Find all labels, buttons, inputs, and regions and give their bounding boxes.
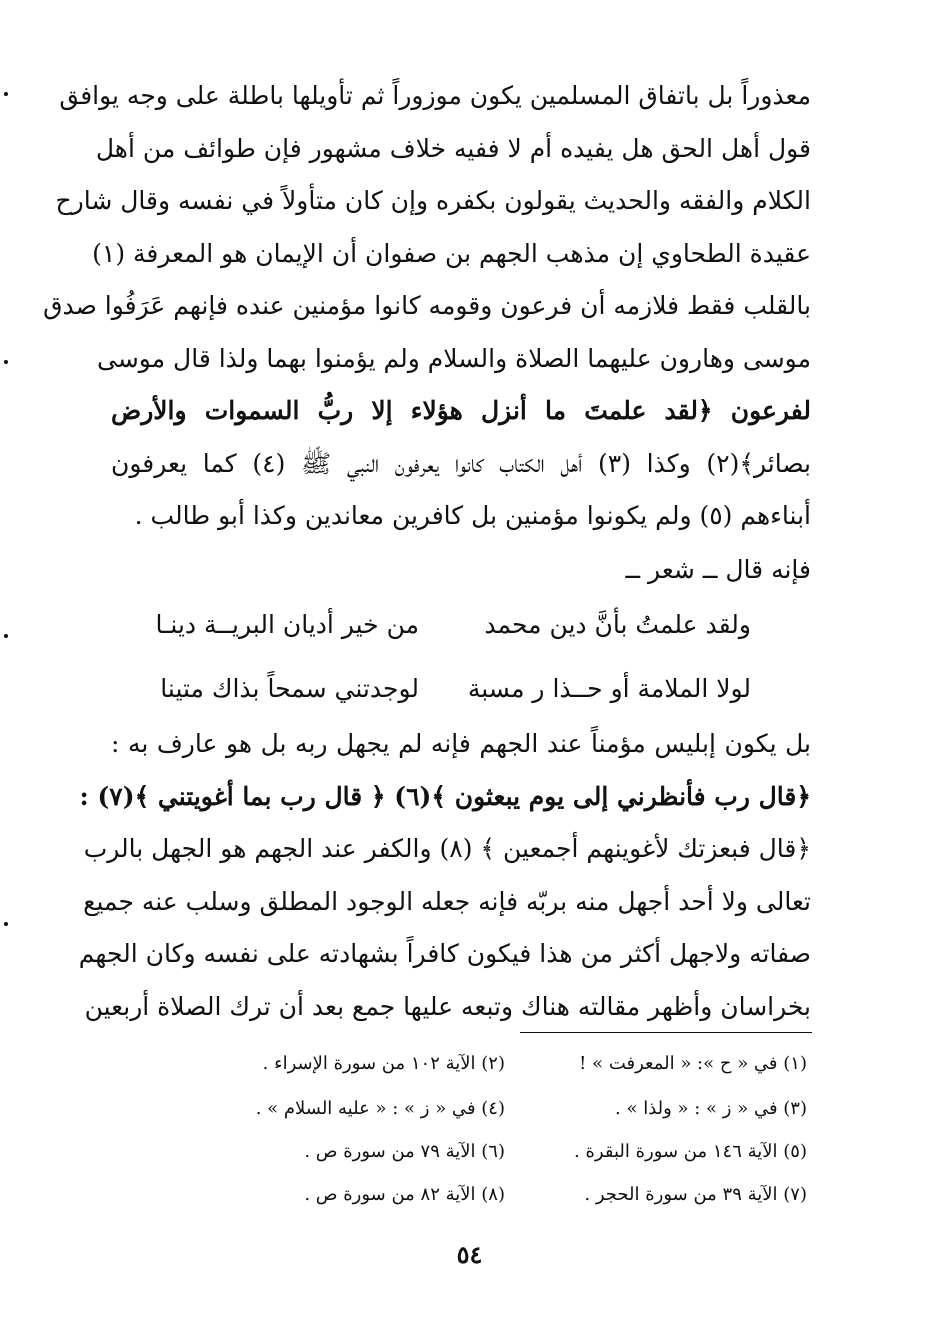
poem-heading: فإنه قال ــ شعر ــ	[625, 555, 811, 584]
text-line: الكلام والفقه والحديث يقولون بكفره وإن كان متأولاً في نفسه وقال شارح	[55, 186, 811, 215]
text-line: موسى وهارون عليهما الصلاة والسلام ولم يؤمنوا بهما ولذا قال موسى	[97, 343, 811, 373]
text-line: أبناءهم (٥) ولم يكونوا مؤمنين بل كافرين معاندين وكذا أبو طالب .	[134, 501, 811, 530]
text-line: ﴿قال فبعزتك لأغوينهم أجمعين ﴾ (٨) والكفر عند الجهم هو الجهل بالرب	[83, 834, 811, 863]
footnote-1: (١) في « ح »: « المعرفت » !	[579, 1053, 807, 1074]
quran-verse-line: ﴿قال رب فأنظرني إلى يوم يبعثون ﴾(٦) ﴿ قال رب بما أغويتني ﴾(٧) :	[79, 781, 811, 811]
text-line: بخراسان وأظهر مقالته هناك وتبعه عليها جمع بعد أن ترك الصلاة أربعين	[84, 991, 811, 1021]
footnote-separator	[520, 1032, 812, 1033]
footnote-3: (٣) في « ز » : « ولذا » .	[615, 1098, 807, 1119]
text-line: قول أهل الحق هل يفيده أم لا ففيه خلاف مشهور فإن طوائف من أهل	[95, 133, 811, 163]
poem-verse-2-first-hemistich: لولا الملامة أو حــذا ر مسبة	[467, 674, 751, 703]
footnote-8: (٨) الآية ٨٢ من سورة ص .	[304, 1184, 505, 1205]
text-line: معذوراً بل باتفاق المسلمين يكون موزوراً ثم تأويلها باطلة على وجه يوافق	[59, 81, 811, 110]
poem-verse-1-second-hemistich: من خير أديان البريــة دينـا	[155, 610, 419, 639]
text-line: تعالى ولا أحد أجهل منه بربّه فإنه جعله الوجود المطلق وسلب عنه جميع	[83, 886, 811, 916]
text-line: بصائر﴾(٢) وكذا (٣) أهل الكتاب كانوا يعرفون النبي ﷺ (٤) كما يعرفون	[111, 448, 811, 478]
footnote-2: (٢) الآية ١٠٢ من سورة الإسراء .	[262, 1053, 505, 1074]
footnote-5: (٥) الآية ١٤٦ من سورة البقرة .	[574, 1141, 807, 1162]
poem-verse-2-second-hemistich: لوجدتني سمحاً بذاك متينا	[160, 674, 419, 703]
quran-verse-line: لفرعون ﴿لقد علمتَ ما أنزل هؤلاء إلا ربُّ السموات والأرض	[111, 396, 811, 425]
text-line: عقيدة الطحاوي إن مذهب الجهم بن صفوان أن الإيمان هو المعرفة (١)	[92, 238, 811, 268]
margin-mark	[4, 922, 8, 926]
margin-mark	[4, 634, 8, 638]
footnote-4: (٤) في « ز » : « عليه السلام » .	[255, 1098, 505, 1119]
text-line: بل يكون إبليس مؤمناً عند الجهم فإنه لم يجهل ربه بل هو عارف به :	[111, 729, 811, 758]
main-paragraph-2	[78, 718, 811, 1033]
page-number: ٥٤	[456, 1240, 483, 1269]
margin-mark	[4, 92, 8, 96]
main-paragraph-1	[43, 70, 811, 543]
text-line: صفاته ولاجهل أكثر من هذا فيكون كافراً بشهادته على نفسه وكان الجهم	[78, 939, 811, 968]
footnote-6: (٦) الآية ٧٩ من سورة ص .	[304, 1141, 505, 1162]
margin-mark	[4, 360, 8, 364]
poem-verse-1-first-hemistich: ولقد علمتُ بأنَّ دين محمد	[484, 610, 751, 639]
footnote-7: (٧) الآية ٣٩ من سورة الحجر .	[584, 1184, 807, 1205]
text-line: بالقلب فقط فلازمه أن فرعون وقومه كانوا مؤمنين عنده فإنهم عَرَفُوا صدق	[43, 291, 811, 320]
